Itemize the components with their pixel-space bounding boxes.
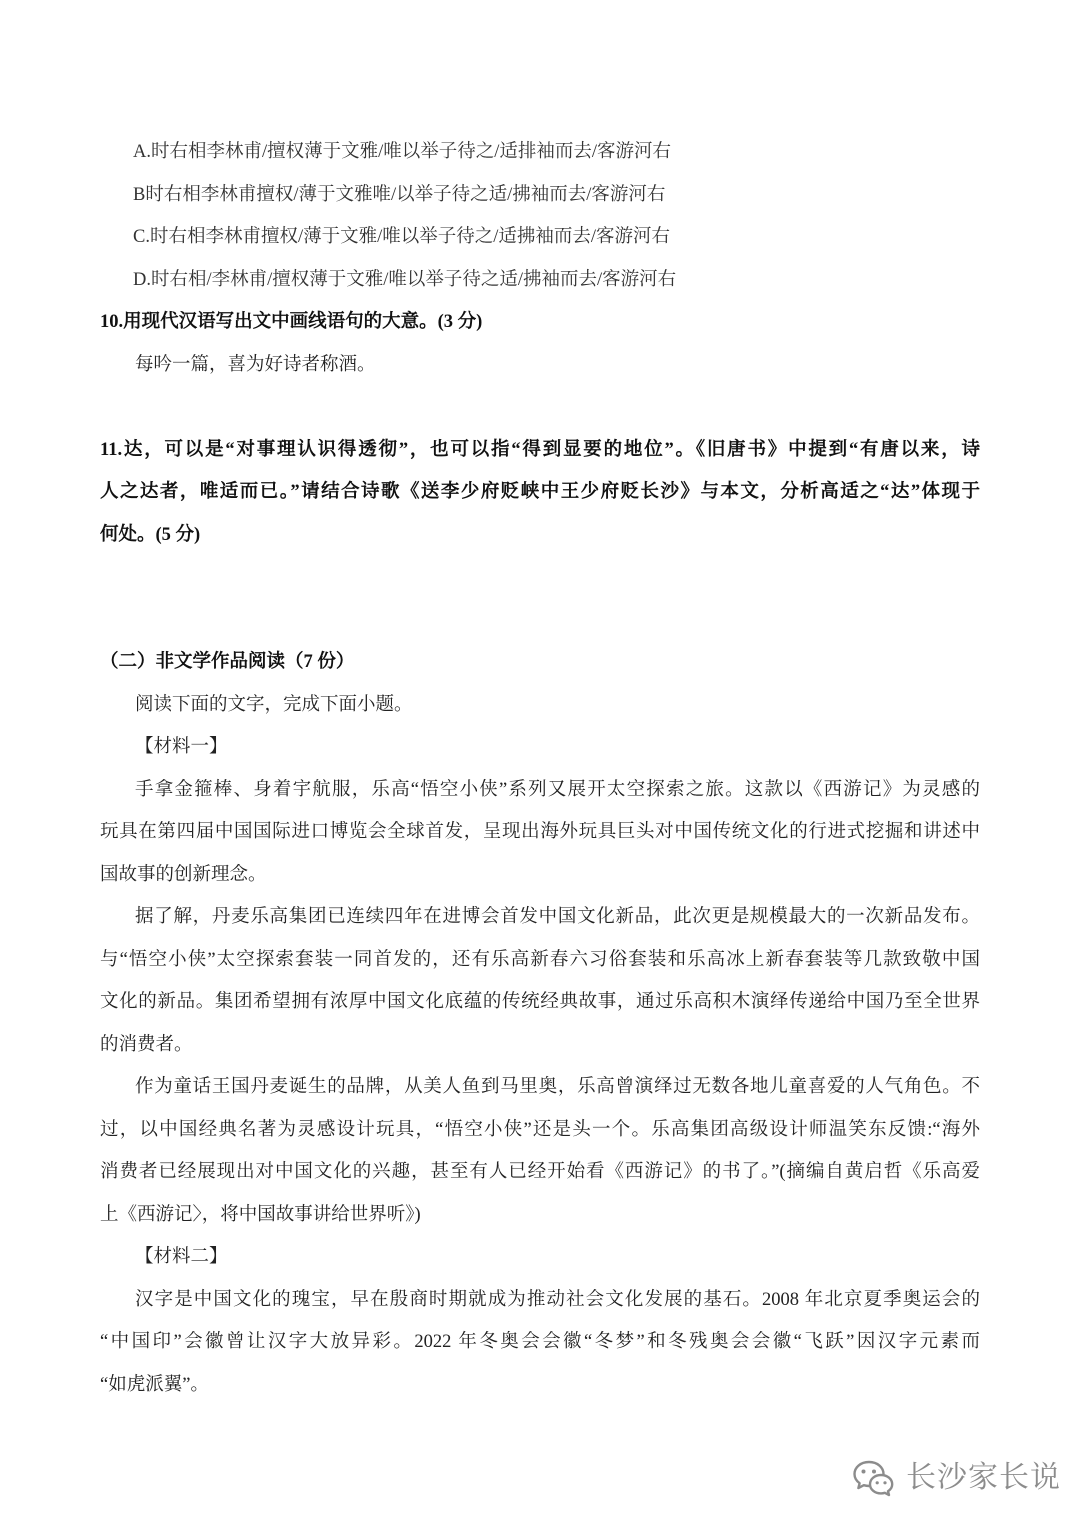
option-d: D.时右相/李林甫/擅权薄于文雅/唯以举子待之适/拂袖而去/客游河右 [133,269,677,290]
paragraph [100,1279,980,1407]
question-11-line: 11.达，可以是“对事理认识得透彻”，也可以指“得到显要的地位”。《旧唐书》中提到“有唐以来，诗 [100,439,980,460]
answer-options [100,131,980,301]
paragraph-line: 据了解，丹麦乐高集团已连续四年在进博会首发中国文化新品，此次更是规模最大的一次新品发布。 [135,907,980,927]
paragraph-line: 的消费者。 [100,1034,193,1055]
question-11-line: 人之达者，唯适而已。”请结合诗歌《送李少府贬峡中王少府贬长沙》与本文，分析高适之“达”体现于 [100,482,980,502]
paragraph-line: 上《西游记〉，将中国故事讲给世界听》) [100,1204,421,1225]
section-heading: （二）非文学作品阅读（7 份） [100,652,355,672]
paragraph-line: 消费者已经展现出对中国文化的兴趣，甚至有人已经开始看《西游记》的书了。”(摘编自黄启哲《乐高爱 [100,1162,980,1182]
question-10-prompt: 10.用现代汉语写出文中画线语句的大意。(3 分) [100,312,483,332]
paragraph-line: 国故事的创新理念。 [100,864,267,885]
option-a: A.时右相李林甫/擅权薄于文雅/唯以举子待之/适排袖而去/客游河右 [133,142,672,162]
section-2 [100,641,980,1406]
question-11-line: 何处。(5 分) [100,524,201,545]
question-11 [100,429,980,557]
watermark [852,1457,1061,1499]
wechat-icon [852,1459,896,1497]
question-10 [100,301,980,386]
paragraph-line: “中国印”会徽曾让汉字大放异彩。2022 年冬奥会会徽“冬梦”和冬残奥会会徽“飞跃”因汉字元素而 [100,1332,980,1352]
paragraph-line: 玩具在第四届中国国际进口博览会全球首发，呈现出海外玩具巨头对中国传统文化的行进式挖掘和讲述中 [100,822,980,842]
paragraph [100,769,980,897]
option-c: C.时右相李林甫擅权/薄于文雅/唯以举子待之/适拂袖而去/客游河右 [133,227,671,247]
material-2 [100,1236,980,1406]
paragraph-line: 作为童话王国丹麦诞生的品牌，从美人鱼到马里奥，乐高曾演绎过无数各地儿童喜爱的人气角色。不 [135,1077,980,1097]
material-1 [100,726,980,1236]
material-2-label: 【材料二】 [135,1247,228,1267]
paragraph [100,1066,980,1236]
option-b: B时右相李林甫擅权/薄于文雅唯/以举子待之适/拂袖而去/客游河右 [133,184,666,205]
question-10-sentence: 每吟一篇，喜为好诗者称酒。 [135,354,376,375]
paragraph [100,896,980,1066]
page-body [100,131,980,1406]
paragraph-line: “如虎派翼”。 [100,1374,209,1395]
paragraph-line: 汉字是中国文化的瑰宝，早在殷商时期就成为推动社会文化发展的基石。2008 年北京夏季奥运会的 [135,1289,980,1310]
paragraph-line: 与“悟空小侠”太空探索套装一同首发的，还有乐高新春六习俗套装和乐高冰上新春套装等几款致敬中国 [100,949,980,970]
paragraph-line: 手拿金箍棒、身着宇航服，乐高“悟空小侠”系列又展开太空探索之旅。这款以《西游记》为灵感的 [135,779,980,800]
watermark-text: 长沙家长说 [906,1461,1061,1494]
paragraph-line: 文化的新品。集团希望拥有浓厚中国文化底蕴的传统经典故事，通过乐高积木演绎传递给中国乃至全世界 [100,992,980,1012]
paragraph-line: 过，以中国经典名著为灵感设计玩具，“悟空小侠”还是头一个。乐高集团高级设计师温笑东反馈:“海外 [100,1119,980,1140]
material-1-label: 【材料一】 [135,737,228,757]
reading-instruction: 阅读下面的文字，完成下面小题。 [135,694,413,715]
